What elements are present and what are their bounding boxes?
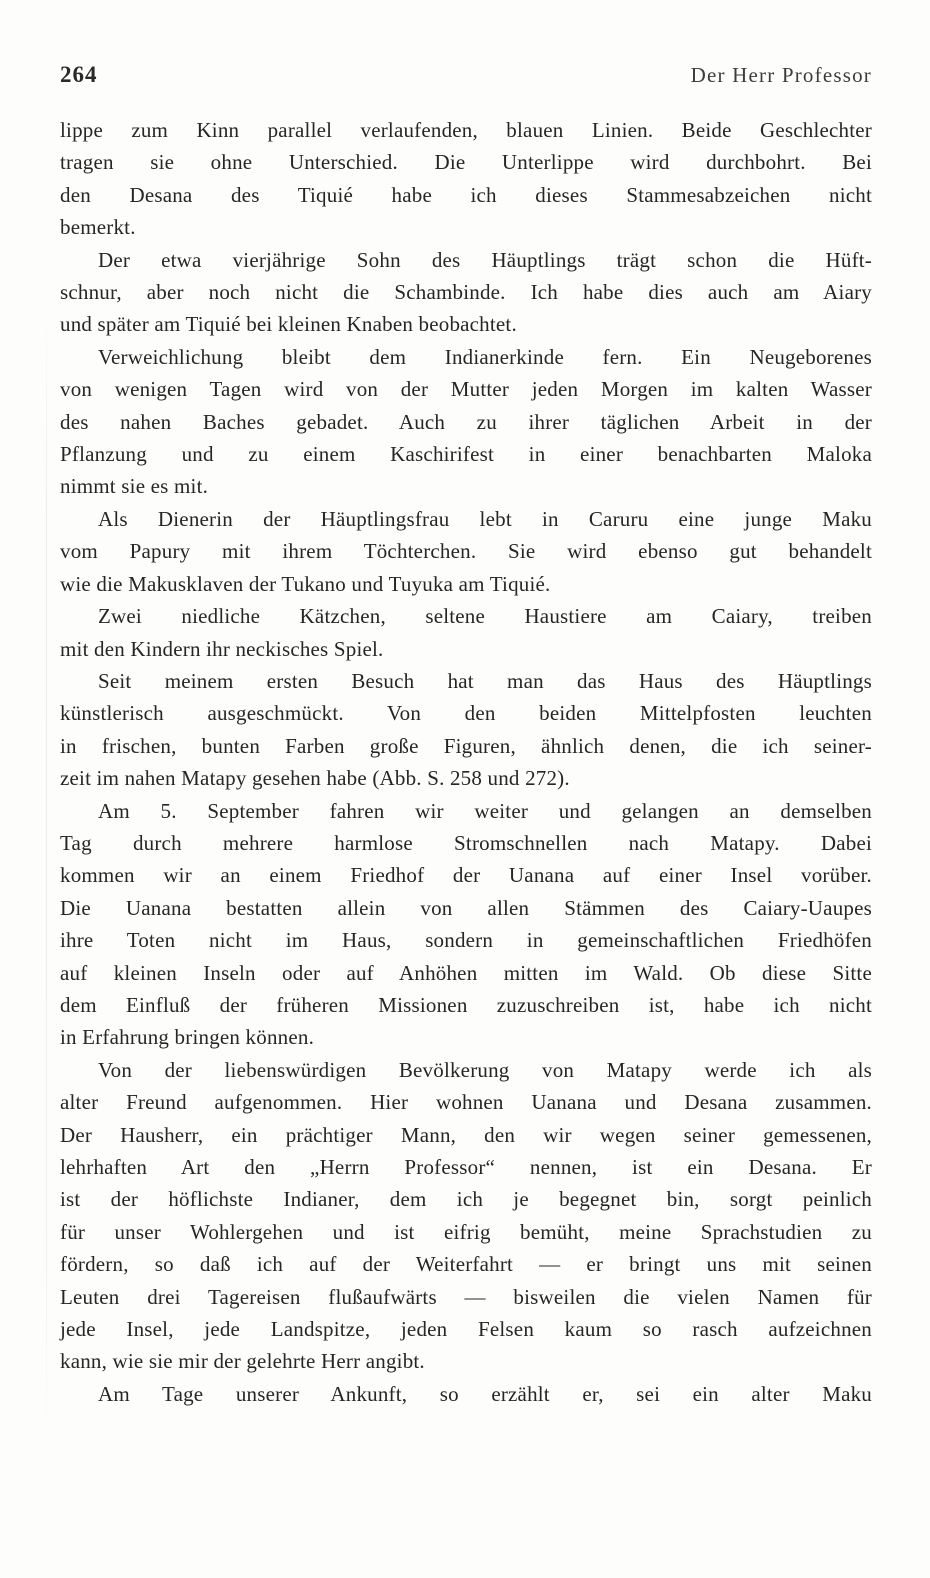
text-line: kann, wie sie mir der gelehrte Herr angibt.: [60, 1349, 425, 1374]
paragraph: [60, 503, 872, 600]
text-line: Von der liebenswürdigen Bevölkerung von Matapy werde ich als: [98, 1057, 872, 1082]
text-line: lehrhaften Art den „Herrn Professor“ nennen, ist ein Desana. Er: [60, 1155, 872, 1179]
paragraph: [60, 114, 872, 244]
text-line: mit den Kindern ihr neckisches Spiel.: [60, 636, 384, 661]
text-line: alter Freund aufgenommen. Hier wohnen Uanana und Desana zusammen.: [60, 1090, 872, 1115]
text-line: und später am Tiquié bei kleinen Knaben beobachtet.: [60, 312, 517, 337]
text-line: tragen sie ohne Unterschied. Die Unterlippe wird durchbohrt. Bei: [60, 150, 872, 175]
paragraph: [60, 600, 872, 665]
text-line: Die Uanana bestatten allein von allen Stämmen des Caiary-Uaupes: [60, 895, 872, 920]
paragraph: [60, 665, 872, 795]
text-line: des nahen Baches gebadet. Auch zu ihrer täglichen Arbeit in der: [60, 409, 872, 434]
text-line: Am 5. September fahren wir weiter und gelangen an demselben: [98, 798, 872, 823]
page-number: 264: [60, 62, 98, 87]
text-line: jede Insel, jede Landspitze, jeden Felsen kaum so rasch aufzeichnen: [60, 1317, 872, 1342]
text-line: Pflanzung und zu einem Kaschirifest in einer benachbarten Maloka: [60, 442, 872, 467]
scan-artifact-line: [46, 300, 47, 1460]
page-body: [60, 114, 872, 1410]
text-line: ihre Toten nicht im Haus, sondern in gemeinschaftlichen Friedhöfen: [60, 928, 872, 953]
text-line: künstlerisch ausgeschmückt. Von den beiden Mittelpfosten leuchten: [60, 701, 872, 726]
text-line: fördern, so daß ich auf der Weiterfahrt — er bringt uns mit seinen: [60, 1252, 872, 1277]
paragraph: [60, 1378, 872, 1410]
paragraph: [60, 1054, 872, 1378]
text-line: auf kleinen Inseln oder auf Anhöhen mitten im Wald. Ob diese Sitte: [60, 960, 872, 985]
text-line: Der etwa vierjährige Sohn des Häuptlings trägt schon die Hüft-: [98, 247, 872, 272]
text-line: in Erfahrung bringen können.: [60, 1025, 315, 1050]
text-line: Am Tage unserer Ankunft, so erzählt er, sei ein alter Maku: [98, 1381, 872, 1406]
text-line: von wenigen Tagen wird von der Mutter jeden Morgen im kalten Wasser: [60, 377, 872, 402]
text-line: nimmt sie es mit.: [60, 474, 209, 499]
text-line: lippe zum Kinn parallel verlaufenden, blauen Linien. Beide Geschlechter: [60, 118, 872, 142]
text-line: Leuten drei Tagereisen flußaufwärts — bisweilen die vielen Namen für: [60, 1284, 872, 1309]
text-line: zeit im nahen Matapy gesehen habe (Abb. S. 258 und 272).: [60, 766, 570, 791]
text-line: ist der höflichste Indianer, dem ich je begegnet bin, sorgt peinlich: [60, 1187, 872, 1212]
text-line: bemerkt.: [60, 215, 136, 240]
paragraph: [60, 795, 872, 1054]
text-line: vom Papury mit ihrem Töchterchen. Sie wird ebenso gut behandelt: [60, 539, 872, 564]
text-line: Zwei niedliche Kätzchen, seltene Haustiere am Caiary, treiben: [98, 604, 872, 629]
text-line: Als Dienerin der Häuptlingsfrau lebt in Caruru eine junge Maku: [98, 506, 872, 531]
paragraph: [60, 244, 872, 341]
text-line: Seit meinem ersten Besuch hat man das Haus des Häuptlings: [98, 668, 872, 693]
text-line: den Desana des Tiquié habe ich dieses Stammesabzeichen nicht: [60, 182, 872, 207]
paragraph: [60, 341, 872, 503]
running-header: Der Herr Professor: [690, 63, 872, 87]
text-line: dem Einfluß der früheren Missionen zuzuschreiben ist, habe ich nicht: [60, 992, 872, 1017]
page-header: [60, 62, 872, 88]
text-line: schnur, aber noch nicht die Schambinde. Ich habe dies auch am Aiary: [60, 280, 872, 305]
text-line: Tag durch mehrere harmlose Stromschnellen nach Matapy. Dabei: [60, 830, 872, 855]
text-line: in frischen, bunten Farben große Figuren, ähnlich denen, die ich seiner-: [60, 733, 872, 758]
text-line: Verweichlichung bleibt dem Indianerkinde fern. Ein Neugeborenes: [98, 344, 872, 369]
text-line: für unser Wohlergehen und ist eifrig bemüht, meine Sprachstudien zu: [60, 1219, 872, 1244]
text-line: kommen wir an einem Friedhof der Uanana auf einer Insel vorüber.: [60, 863, 872, 888]
text-line: Der Hausherr, ein prächtiger Mann, den wir wegen seiner gemessenen,: [60, 1122, 872, 1147]
text-line: wie die Makusklaven der Tukano und Tuyuka am Tiquié.: [60, 571, 551, 596]
